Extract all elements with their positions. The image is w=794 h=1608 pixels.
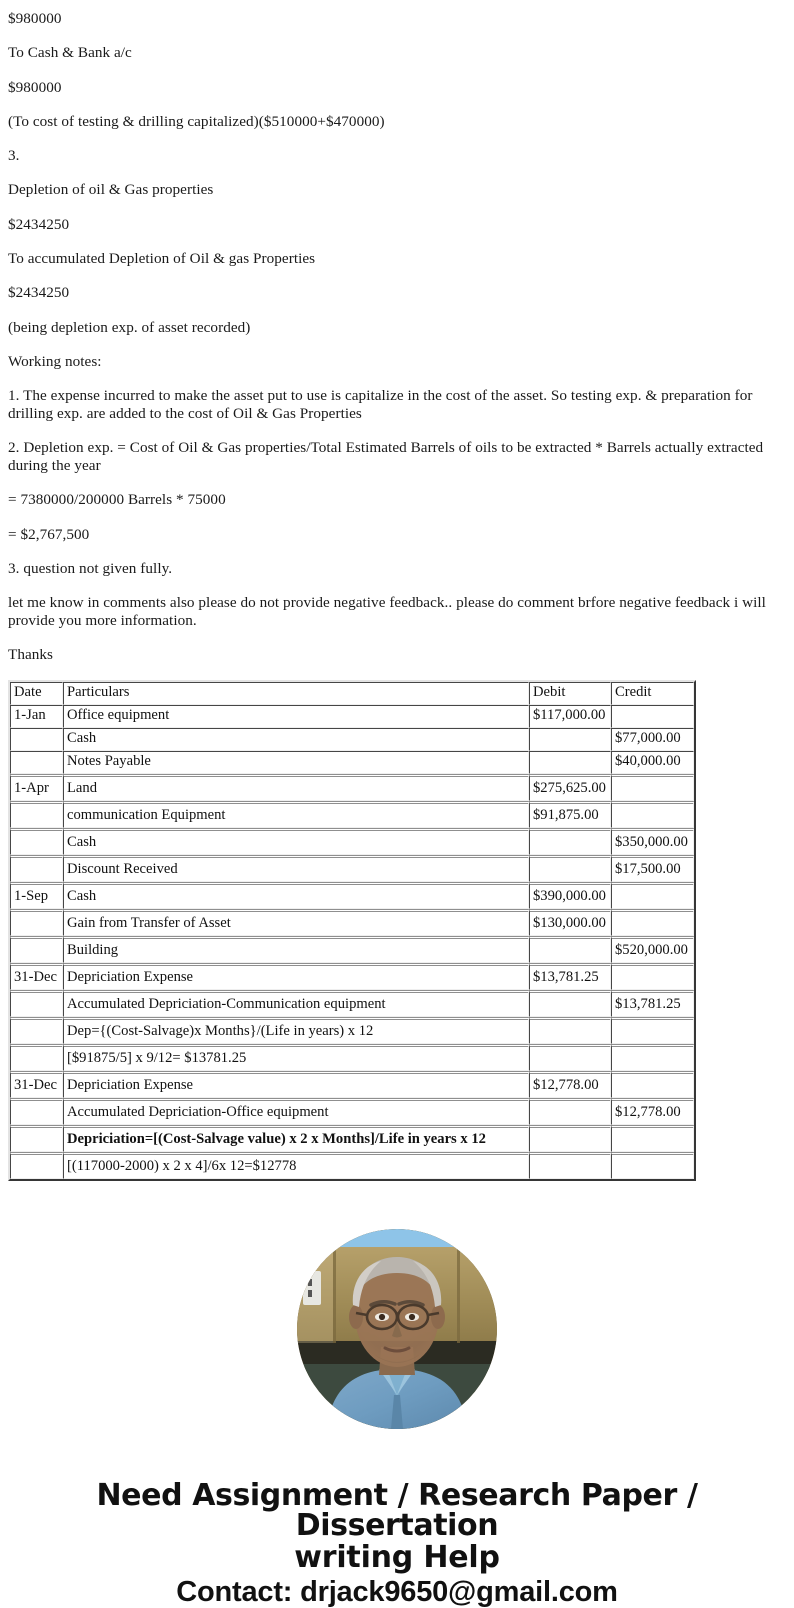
cell-date <box>10 1125 63 1152</box>
table-group-sep <box>10 882 694 963</box>
table-row <box>10 828 694 855</box>
narrative-text-block <box>8 0 786 664</box>
cell-date <box>10 751 63 774</box>
cell-debit <box>529 936 611 963</box>
cell-credit: $350,000.00 <box>611 828 694 855</box>
column-header-debit: Debit <box>529 682 611 705</box>
cell-debit <box>529 855 611 882</box>
cell-date: 1-Sep <box>10 882 63 909</box>
paragraph: To accumulated Depletion of Oil & gas Properties <box>8 249 316 267</box>
cell-credit <box>611 1071 694 1098</box>
cell-credit <box>611 963 694 990</box>
paragraph: $2434250 <box>8 215 70 233</box>
paragraph: = $2,767,500 <box>8 525 90 543</box>
cell-debit: $117,000.00 <box>529 705 611 728</box>
table-row <box>10 705 694 728</box>
paragraph: let me know in comments also please do not provide negative feedback.. please do comment brfore negative feedback i will provide you more information. <box>8 594 766 629</box>
cell-credit <box>611 909 694 936</box>
cell-date <box>10 801 63 828</box>
cell-credit: $520,000.00 <box>611 936 694 963</box>
table-row <box>10 1044 694 1071</box>
table-row <box>10 1098 694 1125</box>
avatar-photo <box>297 1229 497 1429</box>
ad-headline: Need Assignment / Research Paper / Dissertation <box>96 1478 698 1544</box>
cell-particulars: [(117000-2000) x 2 x 4]/6x 12=$12778 <box>63 1152 529 1179</box>
ad-contact-email: Contact: drjack9650@gmail.com <box>176 1576 618 1608</box>
cell-date: 31-Dec <box>10 963 63 990</box>
cell-particulars: Accumulated Depriciation-Office equipment <box>63 1098 529 1125</box>
journal-table-wrapper <box>8 680 786 1181</box>
cell-debit: $13,781.25 <box>529 963 611 990</box>
column-header-particulars: Particulars <box>63 682 529 705</box>
cell-particulars: Discount Received <box>63 855 529 882</box>
cell-particulars: Cash <box>63 828 529 855</box>
paragraph: Depletion of oil & Gas properties <box>8 181 214 199</box>
cell-debit <box>529 1152 611 1179</box>
cell-date <box>10 1098 63 1125</box>
avatar <box>297 1229 497 1429</box>
table-row <box>10 801 694 828</box>
cell-debit: $390,000.00 <box>529 882 611 909</box>
cell-credit: $12,778.00 <box>611 1098 694 1125</box>
cell-particulars: Dep={(Cost-Salvage)x Months}/(Life in years) x 12 <box>63 1017 529 1044</box>
table-row <box>10 728 694 751</box>
paragraph: Thanks <box>8 646 54 664</box>
table-row <box>10 774 694 801</box>
table-row <box>10 751 694 774</box>
cell-debit <box>529 1125 611 1152</box>
cell-credit: $77,000.00 <box>611 728 694 751</box>
cell-credit <box>611 1152 694 1179</box>
cell-date <box>10 855 63 882</box>
paragraph: (To cost of testing & drilling capitalized)($510000+$470000) <box>8 112 385 130</box>
cell-credit <box>611 801 694 828</box>
paragraph: = 7380000/200000 Barrels * 75000 <box>8 491 226 509</box>
cell-debit <box>529 990 611 1017</box>
table-group-dec-communication <box>10 963 694 1071</box>
table-row <box>10 1152 694 1179</box>
cell-credit <box>611 882 694 909</box>
cell-date: 1-Jan <box>10 705 63 728</box>
cell-debit: $91,875.00 <box>529 801 611 828</box>
cell-debit <box>529 1098 611 1125</box>
table-group-apr <box>10 774 694 882</box>
table-row <box>10 963 694 990</box>
table-group-dec-office <box>10 1071 694 1179</box>
cell-debit <box>529 728 611 751</box>
cell-credit <box>611 774 694 801</box>
journal-entry-table <box>8 680 696 1181</box>
cell-date <box>10 1152 63 1179</box>
cell-particulars: Building <box>63 936 529 963</box>
avatar-block <box>8 1229 786 1429</box>
table-row <box>10 1125 694 1152</box>
table-row <box>10 1017 694 1044</box>
table-row <box>10 855 694 882</box>
cell-credit <box>611 1044 694 1071</box>
table-row <box>10 909 694 936</box>
paragraph: To Cash & Bank a/c <box>8 44 132 62</box>
cell-date <box>10 1044 63 1071</box>
table-row <box>10 990 694 1017</box>
working-notes-heading: Working notes: <box>8 352 102 370</box>
table-header-row <box>10 682 694 705</box>
cell-particulars: communication Equipment <box>63 801 529 828</box>
paragraph: 3. question not given fully. <box>8 559 173 577</box>
cell-debit: $275,625.00 <box>529 774 611 801</box>
cell-credit: $40,000.00 <box>611 751 694 774</box>
table-row <box>10 1071 694 1098</box>
cell-particulars-formula: Depriciation=[(Cost-Salvage value) x 2 x Months]/Life in years x 12 <box>63 1125 529 1152</box>
cell-particulars: Depriciation Expense <box>63 1071 529 1098</box>
cell-debit <box>529 1044 611 1071</box>
cell-debit <box>529 1017 611 1044</box>
cell-particulars: Cash <box>63 882 529 909</box>
cell-credit: $13,781.25 <box>611 990 694 1017</box>
cell-date <box>10 990 63 1017</box>
cell-credit <box>611 1125 694 1152</box>
cell-particulars: Cash <box>63 728 529 751</box>
cell-credit: $17,500.00 <box>611 855 694 882</box>
cell-date <box>10 936 63 963</box>
table-row <box>10 882 694 909</box>
cell-particulars: Land <box>63 774 529 801</box>
table-header-group <box>10 682 694 774</box>
paragraph: 2. Depletion exp. = Cost of Oil & Gas properties/Total Estimated Barrels of oils to be extracted * Barrels actually extracted during the year <box>8 439 764 474</box>
cell-particulars: [$91875/5] x 9/12= $13781.25 <box>63 1044 529 1071</box>
paragraph: 3. <box>8 147 20 165</box>
column-header-date: Date <box>10 682 63 705</box>
cell-particulars: Office equipment <box>63 705 529 728</box>
column-header-credit: Credit <box>611 682 694 705</box>
cell-debit: $130,000.00 <box>529 909 611 936</box>
cell-date <box>10 728 63 751</box>
cell-credit <box>611 705 694 728</box>
cell-date: 1-Apr <box>10 774 63 801</box>
paragraph: $980000 <box>8 78 62 96</box>
cell-particulars: Notes Payable <box>63 751 529 774</box>
cell-date <box>10 1017 63 1044</box>
cell-debit <box>529 751 611 774</box>
cell-debit <box>529 828 611 855</box>
cell-debit: $12,778.00 <box>529 1071 611 1098</box>
paragraph: $980000 <box>8 10 62 27</box>
paragraph: $2434250 <box>8 284 70 302</box>
cell-particulars: Accumulated Depriciation-Communication equipment <box>63 990 529 1017</box>
cell-particulars: Gain from Transfer of Asset <box>63 909 529 936</box>
cell-date <box>10 828 63 855</box>
table-row <box>10 936 694 963</box>
paragraph: 1. The expense incurred to make the asset put to use is capitalize in the cost of the asset. So testing exp. & preparation for drilling exp. are added to the cost of Oil & Gas Properties <box>8 387 753 422</box>
paragraph: (being depletion exp. of asset recorded) <box>8 318 251 336</box>
cell-date <box>10 909 63 936</box>
cell-date: 31-Dec <box>10 1071 63 1098</box>
advertisement-block <box>8 1478 786 1608</box>
cell-credit <box>611 1017 694 1044</box>
ad-headline-continued: writing Help <box>294 1540 500 1576</box>
cell-particulars: Depriciation Expense <box>63 963 529 990</box>
